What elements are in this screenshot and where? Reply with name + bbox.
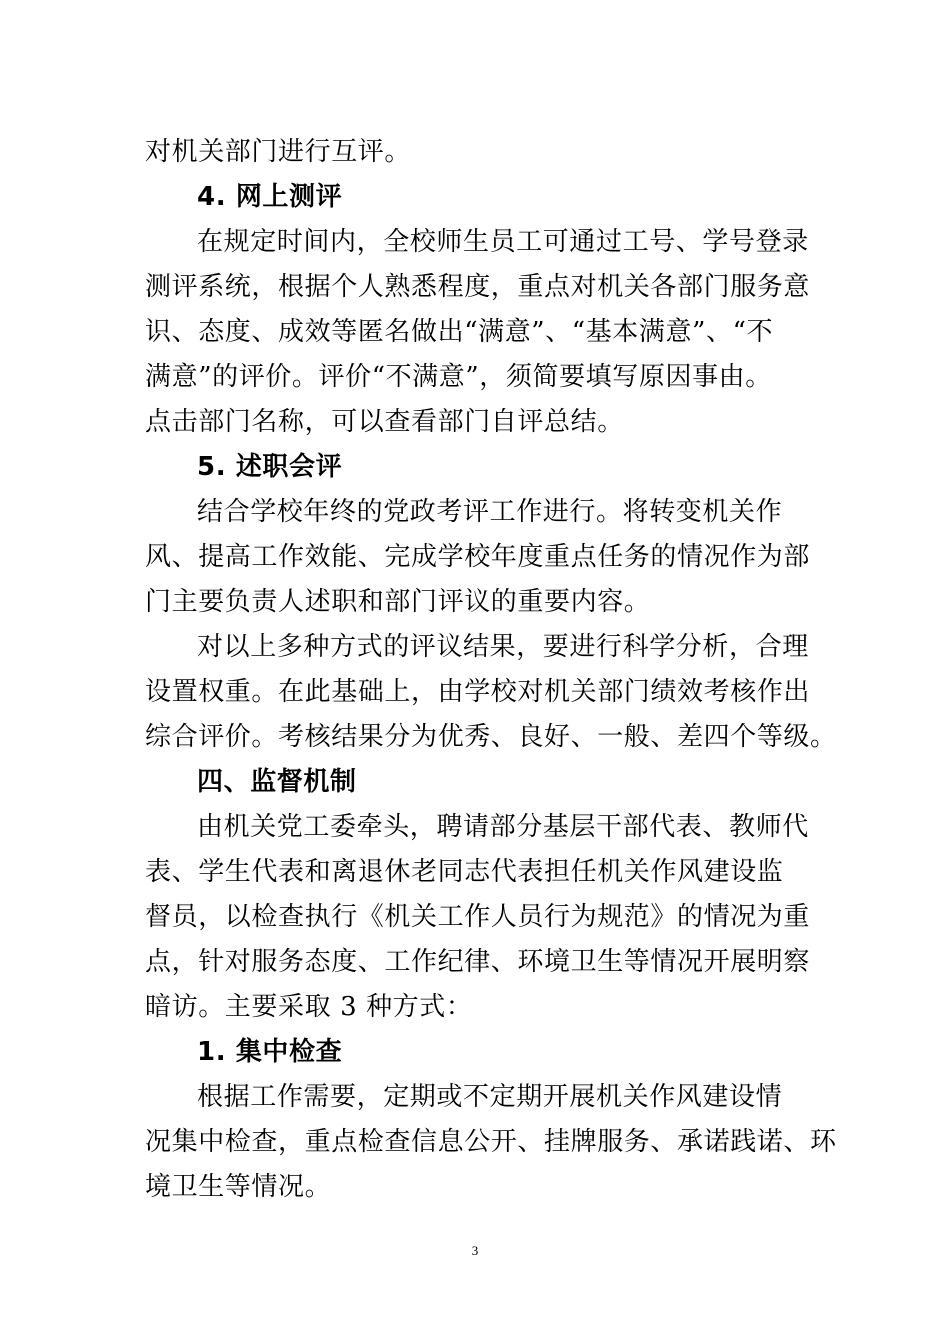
paragraph-line: 综合评价。考核结果分为优秀、良好、一般、差四个等级。 [145, 722, 837, 752]
paragraph-line: 识、态度、成效等匿名做出“满意”、“基本满意”、“不 [145, 317, 774, 347]
section-heading: 5. 述职会评 [197, 452, 343, 482]
paragraph-line: 督员，以检查执行《机关工作人员行为规范》的情况为重 [145, 902, 811, 932]
paragraph-line: 门主要负责人述职和部门评议的重要内容。 [145, 587, 651, 617]
paragraph-line: 结合学校年终的党政考评工作进行。将转变机关作 [197, 497, 783, 527]
paragraph-line: 风、提高工作效能、完成学校年度重点任务的情况作为部 [145, 542, 811, 572]
section-heading: 四、监督机制 [197, 767, 357, 797]
paragraph-line: 点击部门名称，可以查看部门自评总结。 [145, 407, 624, 437]
paragraph-line: 表、学生代表和离退休老同志代表担任机关作风建设监 [145, 857, 784, 887]
section-heading: 4. 网上测评 [197, 182, 343, 212]
paragraph-line: 对机关部门进行互评。 [145, 137, 412, 167]
paragraph-line: 况集中检查，重点检查信息公开、挂牌服务、承诺践诺、环 [145, 1127, 837, 1157]
paragraph-line: 点，针对服务态度、工作纪律、环境卫生等情况开展明察 [145, 947, 811, 977]
paragraph-line: 测评系统，根据个人熟悉程度，重点对机关各部门服务意 [145, 272, 811, 302]
paragraph-line: 暗访。主要采取 3 种方式： [145, 992, 473, 1022]
section-heading: 1. 集中检查 [197, 1037, 343, 1067]
paragraph-line: 满意”的评价。评价“不满意”，须简要填写原因事由。 [145, 362, 772, 392]
paragraph-line: 境卫生等情况。 [145, 1172, 332, 1202]
paragraph-line: 由机关党工委牵头，聘请部分基层干部代表、教师代 [197, 812, 809, 842]
paragraph-line: 对以上多种方式的评议结果，要进行科学分析，合理 [197, 632, 809, 662]
paragraph-line: 设置权重。在此基础上，由学校对机关部门绩效考核作出 [145, 677, 811, 707]
paragraph-line: 在规定时间内，全校师生员工可通过工号、学号登录 [197, 227, 809, 257]
paragraph-line: 根据工作需要，定期或不定期开展机关作风建设情 [197, 1082, 783, 1112]
page-number: 3 [471, 1243, 479, 1258]
